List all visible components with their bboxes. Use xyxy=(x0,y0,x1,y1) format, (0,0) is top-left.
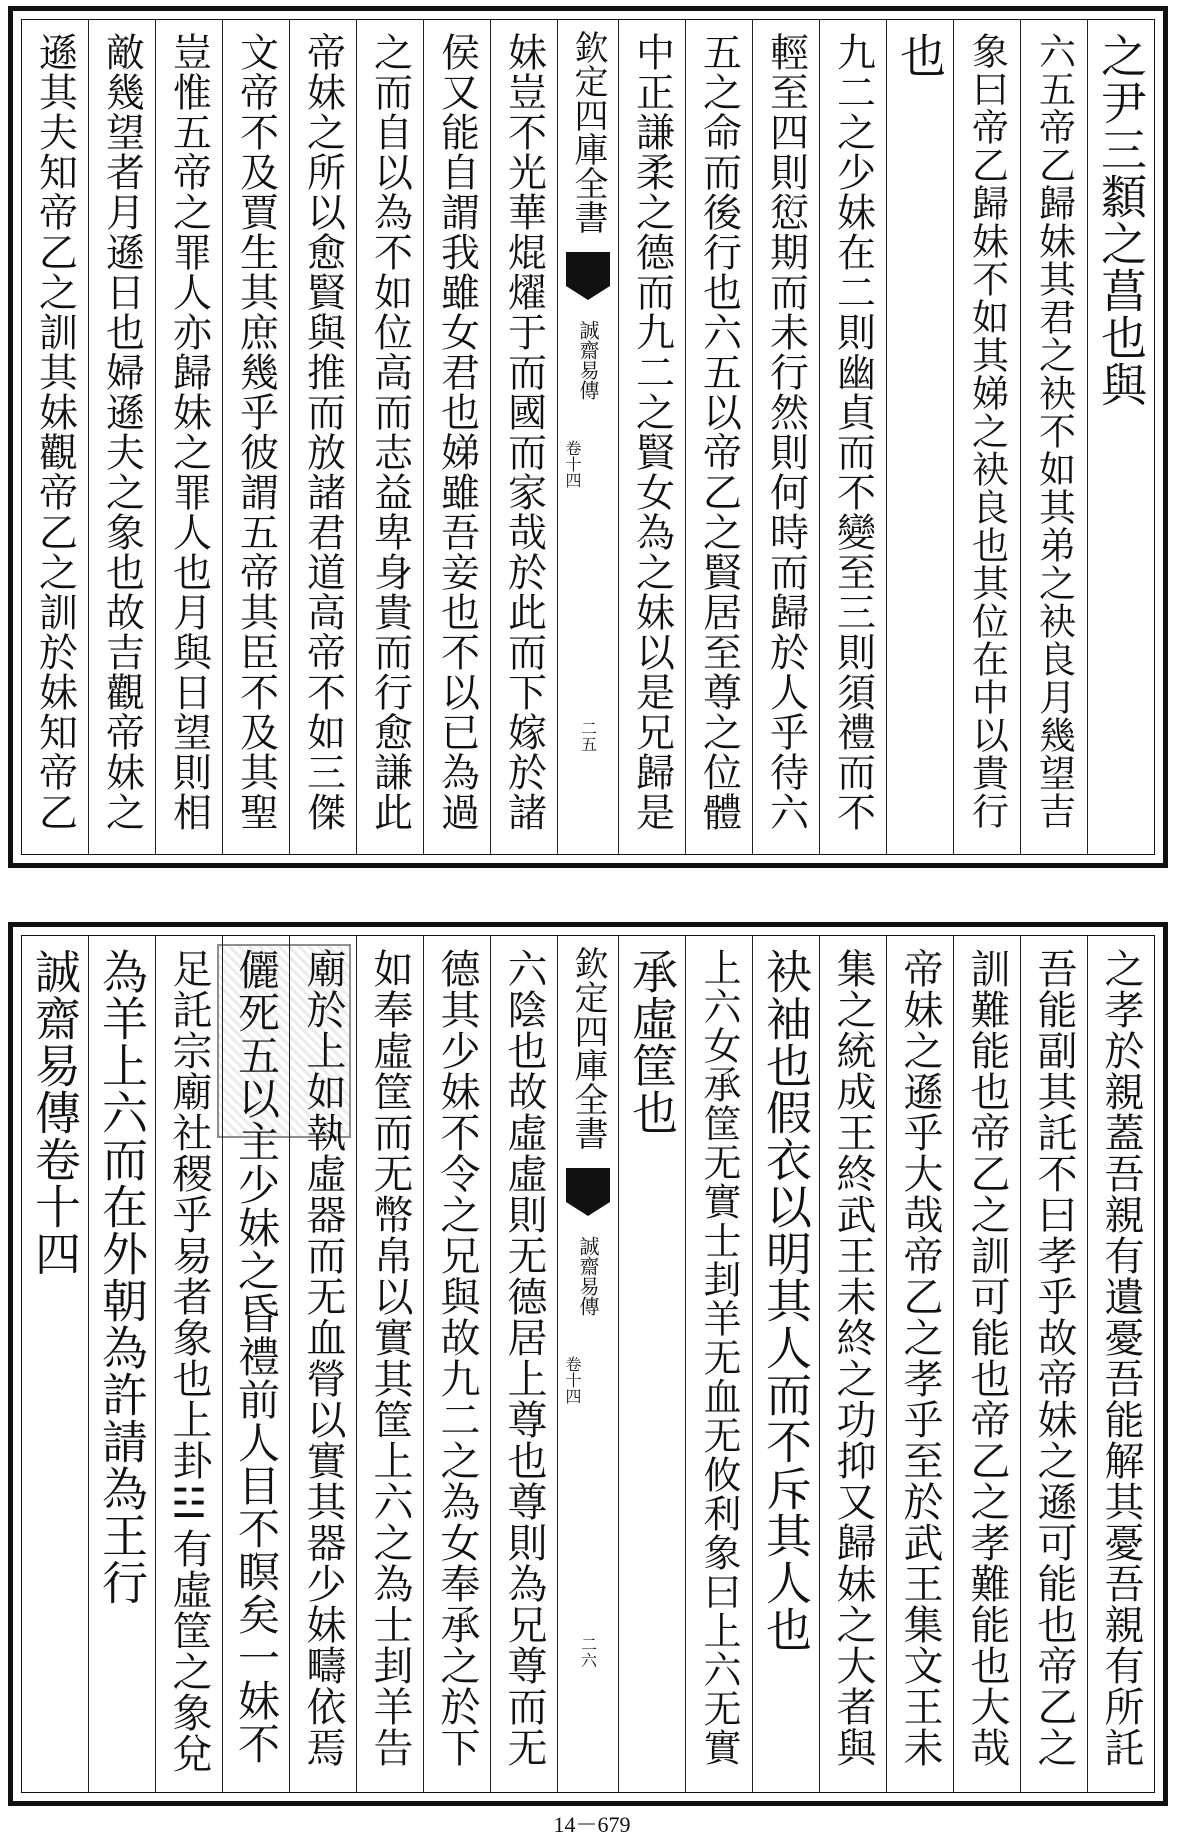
text-column xyxy=(88,936,155,1792)
column-text: 吾能副其託不曰孝乎故帝妹之遜可能也帝乙之 xyxy=(1031,948,1077,1768)
text-column xyxy=(1020,20,1087,854)
text-column xyxy=(490,936,557,1792)
column-text: 足託宗廟社稷乎易者象也上卦☳有虛筐之象兌 xyxy=(166,948,212,1774)
volume-label: 卷十四 xyxy=(563,1356,582,1404)
column-text: 六陰也故虛虛則无德居上尊也尊則為兄尊而无 xyxy=(501,948,547,1768)
column-text: 九二之少妹在二則幽貞而不變至三則須禮而不 xyxy=(830,32,876,832)
column-text: 儷死五以主少妹之昏禮前人目不瞑矣一妹不 xyxy=(232,948,281,1765)
text-column xyxy=(886,936,953,1792)
text-column xyxy=(618,20,685,854)
column-text: 遜其夫知帝乙之訓其妹觀帝乙之訓於妹知帝乙 xyxy=(32,32,78,832)
column-text: 德其少妹不令之兄與故九二之為女奉承之於下 xyxy=(434,948,480,1768)
column-text: 帝妹之遜乎大哉帝乙之孝乎至於武王集文王未 xyxy=(897,948,943,1768)
column-text: 廟於上如執虛器而无血膋以實其器少妹疇依焉 xyxy=(300,948,346,1768)
column-text: 承虛筐也 xyxy=(625,948,679,1136)
top-page-frame xyxy=(21,19,1155,855)
fishtail-mark-icon xyxy=(566,1168,610,1202)
fishtail-mark-icon xyxy=(566,252,610,286)
column-text: 帝妹之所以愈賢與推而放諸君道高帝不如三傑 xyxy=(300,32,346,832)
text-column xyxy=(1020,936,1087,1792)
column-text: 集之統成王終武王未終之功抑又歸妹之大者與 xyxy=(830,948,876,1768)
column-text: 如奉虛筐而无幣帛以實其筐上六之為士刲羊告 xyxy=(367,948,413,1768)
fold-margin xyxy=(557,20,618,854)
text-column xyxy=(356,20,423,854)
column-text: 之孝於親蓋吾親有遺憂吾能解其憂吾親有所託 xyxy=(1098,948,1144,1768)
text-column xyxy=(752,936,819,1792)
text-column xyxy=(423,936,490,1792)
column-text: 文帝不及賈生其庶幾乎彼謂五帝其臣不及其聖 xyxy=(233,32,279,832)
text-column xyxy=(88,20,155,854)
text-column xyxy=(886,20,953,854)
text-column xyxy=(1087,20,1154,854)
leaf-number: 二五 xyxy=(578,720,598,752)
column-text: 誠齋易傳卷十四 xyxy=(28,948,82,1277)
column-text: 中正謙柔之德而九二之賢女為之妹以是兄歸是 xyxy=(629,32,675,832)
bottom-page-frame xyxy=(21,935,1155,1793)
text-column xyxy=(155,20,222,854)
column-text: 五之命而後行也六五以帝乙之賢居至尊之位體 xyxy=(696,32,742,832)
column-text: 豈惟五帝之罪人亦歸妹之罪人也月與日望則相 xyxy=(166,32,212,832)
text-column xyxy=(289,936,356,1792)
column-text: 六五帝乙歸妹其君之袂不如其弟之袂良月幾望吉 xyxy=(1032,32,1076,830)
text-column xyxy=(155,936,222,1792)
text-column xyxy=(222,20,289,854)
column-text: 袂袖也假衣以明其人而不斥其人也 xyxy=(759,948,813,1653)
top-page xyxy=(8,6,1168,868)
text-column xyxy=(953,20,1020,854)
column-text: 妹豈不光華焜燿于而國而家哉於此而下嫁於諸 xyxy=(501,32,547,832)
work-title: 誠齋易傳 xyxy=(576,320,600,400)
column-text: 也 xyxy=(893,32,947,79)
fold-margin xyxy=(557,936,618,1792)
column-text: 上六女承筐无實士刲羊无血无攸利象曰上六无實 xyxy=(697,948,741,1767)
text-column xyxy=(685,20,752,854)
page-label: 14－679 xyxy=(553,1812,631,1837)
book-title: 欽定四庫全書 xyxy=(568,30,608,234)
column-text: 訓難能也帝乙之訓可能也帝乙之孝難能也大哉 xyxy=(964,948,1010,1768)
volume-label: 卷十四 xyxy=(563,440,582,488)
text-column xyxy=(356,936,423,1792)
column-text: 敵幾望者月遜日也婦遜夫之象也故吉觀帝妹之 xyxy=(99,32,145,832)
top-page-columns xyxy=(22,20,1154,854)
bottom-page xyxy=(8,922,1168,1806)
text-column xyxy=(685,936,752,1792)
text-column xyxy=(22,936,88,1792)
text-column xyxy=(22,20,88,854)
text-column xyxy=(490,20,557,854)
book-title: 欽定四庫全書 xyxy=(568,946,608,1150)
bottom-page-columns xyxy=(22,936,1154,1792)
text-column xyxy=(819,20,886,854)
column-text: 象曰帝乙歸妹不如其娣之袂良也其位在中以貴行 xyxy=(965,32,1009,830)
text-column xyxy=(1087,936,1154,1792)
text-column xyxy=(222,936,289,1792)
column-text: 之尹三纇之菖也與 xyxy=(1094,32,1148,408)
text-column xyxy=(289,20,356,854)
text-column xyxy=(423,20,490,854)
text-column xyxy=(819,936,886,1792)
text-column xyxy=(618,936,685,1792)
column-text: 之而自以為不如位高而志益卑身貴而行愈謙此 xyxy=(367,32,413,832)
work-title: 誠齋易傳 xyxy=(576,1236,600,1316)
text-column xyxy=(953,936,1020,1792)
column-text: 輕至四則愆期而未行然則何時而歸於人乎待六 xyxy=(763,32,809,832)
leaf-number: 二六 xyxy=(578,1636,598,1668)
column-text: 為羊上六而在外朝為許請為王行 xyxy=(95,948,149,1606)
text-column xyxy=(752,20,819,854)
column-text: 侯又能自謂我雖女君也娣雖吾妾也不以已為過 xyxy=(434,32,480,832)
